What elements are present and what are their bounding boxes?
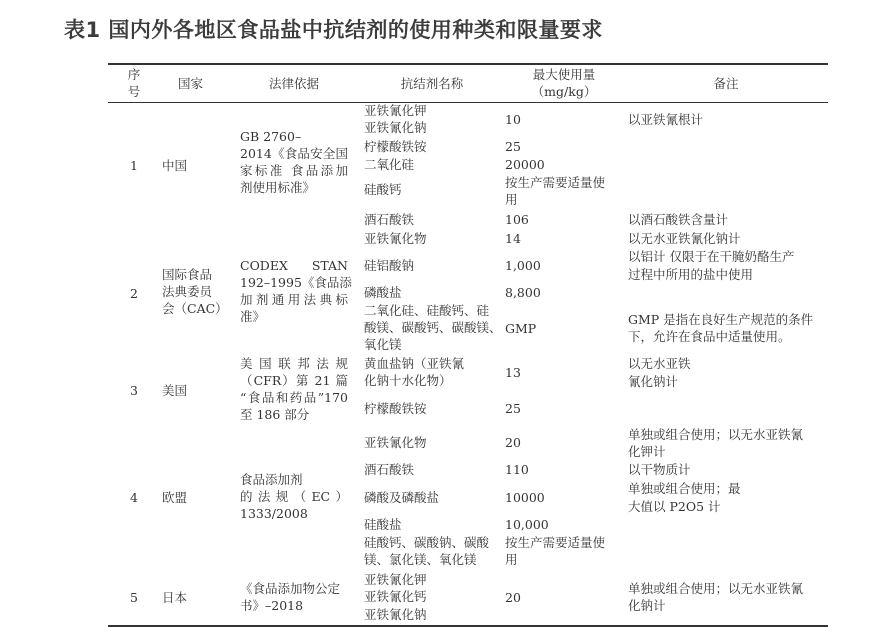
row-1-amount: 20000 bbox=[505, 157, 545, 172]
row-4-country: 欧盟 bbox=[162, 490, 188, 505]
law-line: 准》 bbox=[240, 309, 266, 324]
row-5-agent: 亚铁氰化钙 bbox=[364, 589, 427, 604]
row-4-note: 单独或组合使用；最 bbox=[628, 481, 741, 496]
row-4-agent: 磷酸及磷酸盐 bbox=[364, 490, 440, 505]
law-line: GB 2760– bbox=[240, 129, 302, 144]
row-4-note: 化钾计 bbox=[628, 444, 666, 459]
table-bottom-rule bbox=[108, 625, 828, 627]
row-1-num: 1 bbox=[130, 158, 138, 173]
law-line: 剂使用标准》 bbox=[240, 180, 316, 195]
header-country: 国家 bbox=[178, 76, 204, 91]
row-5-note: 化钠计 bbox=[628, 598, 666, 613]
row-2-agent: 硅铝酸钠 bbox=[364, 258, 415, 273]
row-4-note: 以干物质计 bbox=[628, 462, 691, 477]
row-5-law bbox=[240, 580, 348, 614]
row-3-agent: 黄血盐钠（亚铁氰 bbox=[364, 356, 465, 371]
row-1-agent: 亚铁氰化钠 bbox=[364, 120, 427, 135]
row-5-country: 日本 bbox=[162, 590, 188, 605]
law-line: 家标准 食品添加 bbox=[240, 163, 348, 178]
row-2-note: 以无水亚铁氰化钠计 bbox=[628, 231, 741, 246]
row-2-amount: 8,800 bbox=[505, 285, 541, 300]
row-4-amount: 按生产需要适量使 bbox=[505, 535, 606, 550]
row-2-note: GMP 是指在良好生产规范的条件 bbox=[628, 312, 814, 327]
row-4-note: 单独或组合使用；以无水亚铁氰 bbox=[628, 427, 804, 442]
row-5-agent: 亚铁氰化钾 bbox=[364, 572, 427, 587]
table-top-rule bbox=[108, 63, 828, 65]
row-1-amount: 按生产需要适量使 bbox=[505, 175, 606, 190]
row-3-law bbox=[240, 355, 348, 423]
row-5-amount: 20 bbox=[505, 590, 521, 605]
row-1-country: 中国 bbox=[162, 158, 188, 173]
row-2-agent: 氧化镁 bbox=[364, 337, 402, 352]
row-3-note: 氰化钠计 bbox=[628, 374, 679, 389]
header-amount-line: 最大使用量 bbox=[532, 67, 596, 82]
law-line: 美国联邦法规 bbox=[240, 356, 348, 371]
header-num-line: 号 bbox=[127, 84, 141, 99]
row-2-amount: 106 bbox=[505, 212, 529, 227]
row-4-agent: 亚铁氰化物 bbox=[364, 435, 427, 450]
row-3-country: 美国 bbox=[162, 383, 188, 398]
row-2-num: 2 bbox=[130, 286, 138, 301]
row-2-amount: 14 bbox=[505, 231, 521, 246]
country-line: 国际食品 bbox=[162, 267, 213, 282]
row-5-note: 单独或组合使用；以无水亚铁氰 bbox=[628, 581, 804, 596]
law-line: 《食品添加物公定 bbox=[240, 581, 341, 596]
law-line: 1333/2008 bbox=[240, 506, 308, 521]
country-line: 会（CAC） bbox=[162, 301, 228, 316]
law-line: 192–1995《食品添 bbox=[240, 275, 352, 290]
row-4-amount: 10,000 bbox=[505, 517, 549, 532]
law-line: 2014《食品安全国 bbox=[240, 146, 348, 161]
row-1-agent: 硅酸钙 bbox=[364, 182, 402, 197]
row-1-law bbox=[240, 128, 348, 196]
row-2-law bbox=[240, 257, 352, 325]
row-4-amount: 10000 bbox=[505, 490, 545, 505]
law-line: 书》–2018 bbox=[240, 598, 304, 613]
row-3-note: 以无水亚铁 bbox=[628, 356, 691, 371]
row-4-agent: 镁、氯化镁、氧化镁 bbox=[364, 552, 477, 567]
row-2-agent: 酸镁、碳酸钙、碳酸镁、 bbox=[364, 320, 502, 335]
row-3-amount: 25 bbox=[505, 401, 521, 416]
row-2-note: 以铝计 仅限于在干腌奶酪生产 bbox=[628, 249, 795, 264]
row-2-agent: 磷酸盐 bbox=[364, 285, 402, 300]
row-2-amount: 1,000 bbox=[505, 258, 541, 273]
row-4-amount: 用 bbox=[505, 552, 518, 567]
row-4-amount: 110 bbox=[505, 462, 529, 477]
row-3-agent: 柠檬酸铁铵 bbox=[364, 401, 427, 416]
row-4-agent: 硅酸盐 bbox=[364, 517, 402, 532]
header-amount bbox=[505, 66, 623, 100]
header-num-line: 序 bbox=[127, 67, 141, 82]
header-num bbox=[108, 66, 160, 100]
law-line: （CFR）第 21 篇 bbox=[240, 373, 348, 388]
row-3-amount: 13 bbox=[505, 365, 521, 380]
header-agent: 抗结剂名称 bbox=[400, 76, 464, 91]
row-1-amount: 25 bbox=[505, 139, 521, 154]
row-1-amount: 用 bbox=[505, 192, 518, 207]
header-note: 备注 bbox=[713, 76, 739, 91]
law-line: 加剂通用法典标 bbox=[240, 292, 348, 307]
row-3-agent: 化钠十水化物） bbox=[364, 373, 452, 388]
row-4-agent: 硅酸钙、碳酸钠、碳酸 bbox=[364, 535, 490, 550]
law-line: 食品添加剂 bbox=[240, 472, 303, 487]
row-2-note: 下，允许在食品中适量使用。 bbox=[628, 329, 791, 344]
row-1-note: 以亚铁氰根计 bbox=[628, 112, 704, 127]
law-line: “食品和药品”170 bbox=[240, 390, 348, 405]
row-1-agent: 二氧化硅 bbox=[364, 157, 415, 172]
row-4-agent: 酒石酸铁 bbox=[364, 462, 415, 477]
header-amount-line: （mg/kg） bbox=[531, 84, 597, 99]
row-2-agent: 亚铁氰化物 bbox=[364, 231, 427, 246]
row-2-country bbox=[162, 266, 234, 317]
law-line: 的法规（EC） bbox=[240, 489, 348, 504]
row-4-note: 大值以 P2O5 计 bbox=[628, 499, 721, 514]
row-2-agent: 酒石酸铁 bbox=[364, 212, 415, 227]
row-4-num: 4 bbox=[130, 490, 138, 505]
law-line: 至 186 部分 bbox=[240, 407, 310, 422]
country-line: 法典委员 bbox=[162, 284, 213, 299]
table-title: 表1 国内外各地区食品盐中抗结剂的使用种类和限量要求 bbox=[64, 18, 603, 42]
row-2-note: 以酒石酸铁含量计 bbox=[628, 212, 729, 227]
header-law: 法律依据 bbox=[268, 76, 319, 91]
row-4-amount: 20 bbox=[505, 435, 521, 450]
row-2-amount: GMP bbox=[505, 321, 537, 336]
row-1-amount: 10 bbox=[505, 112, 521, 127]
row-3-num: 3 bbox=[130, 383, 138, 398]
row-1-agent: 柠檬酸铁铵 bbox=[364, 139, 427, 154]
row-4-law bbox=[240, 471, 348, 522]
row-2-agent: 二氧化硅、硅酸钙、硅 bbox=[364, 303, 490, 318]
row-1-agent: 亚铁氰化钾 bbox=[364, 103, 427, 118]
row-5-num: 5 bbox=[130, 590, 138, 605]
row-5-agent: 亚铁氰化钠 bbox=[364, 607, 427, 622]
row-2-note: 过程中所用的盐中使用 bbox=[628, 267, 754, 282]
law-line: CODEX STAN bbox=[240, 258, 348, 273]
